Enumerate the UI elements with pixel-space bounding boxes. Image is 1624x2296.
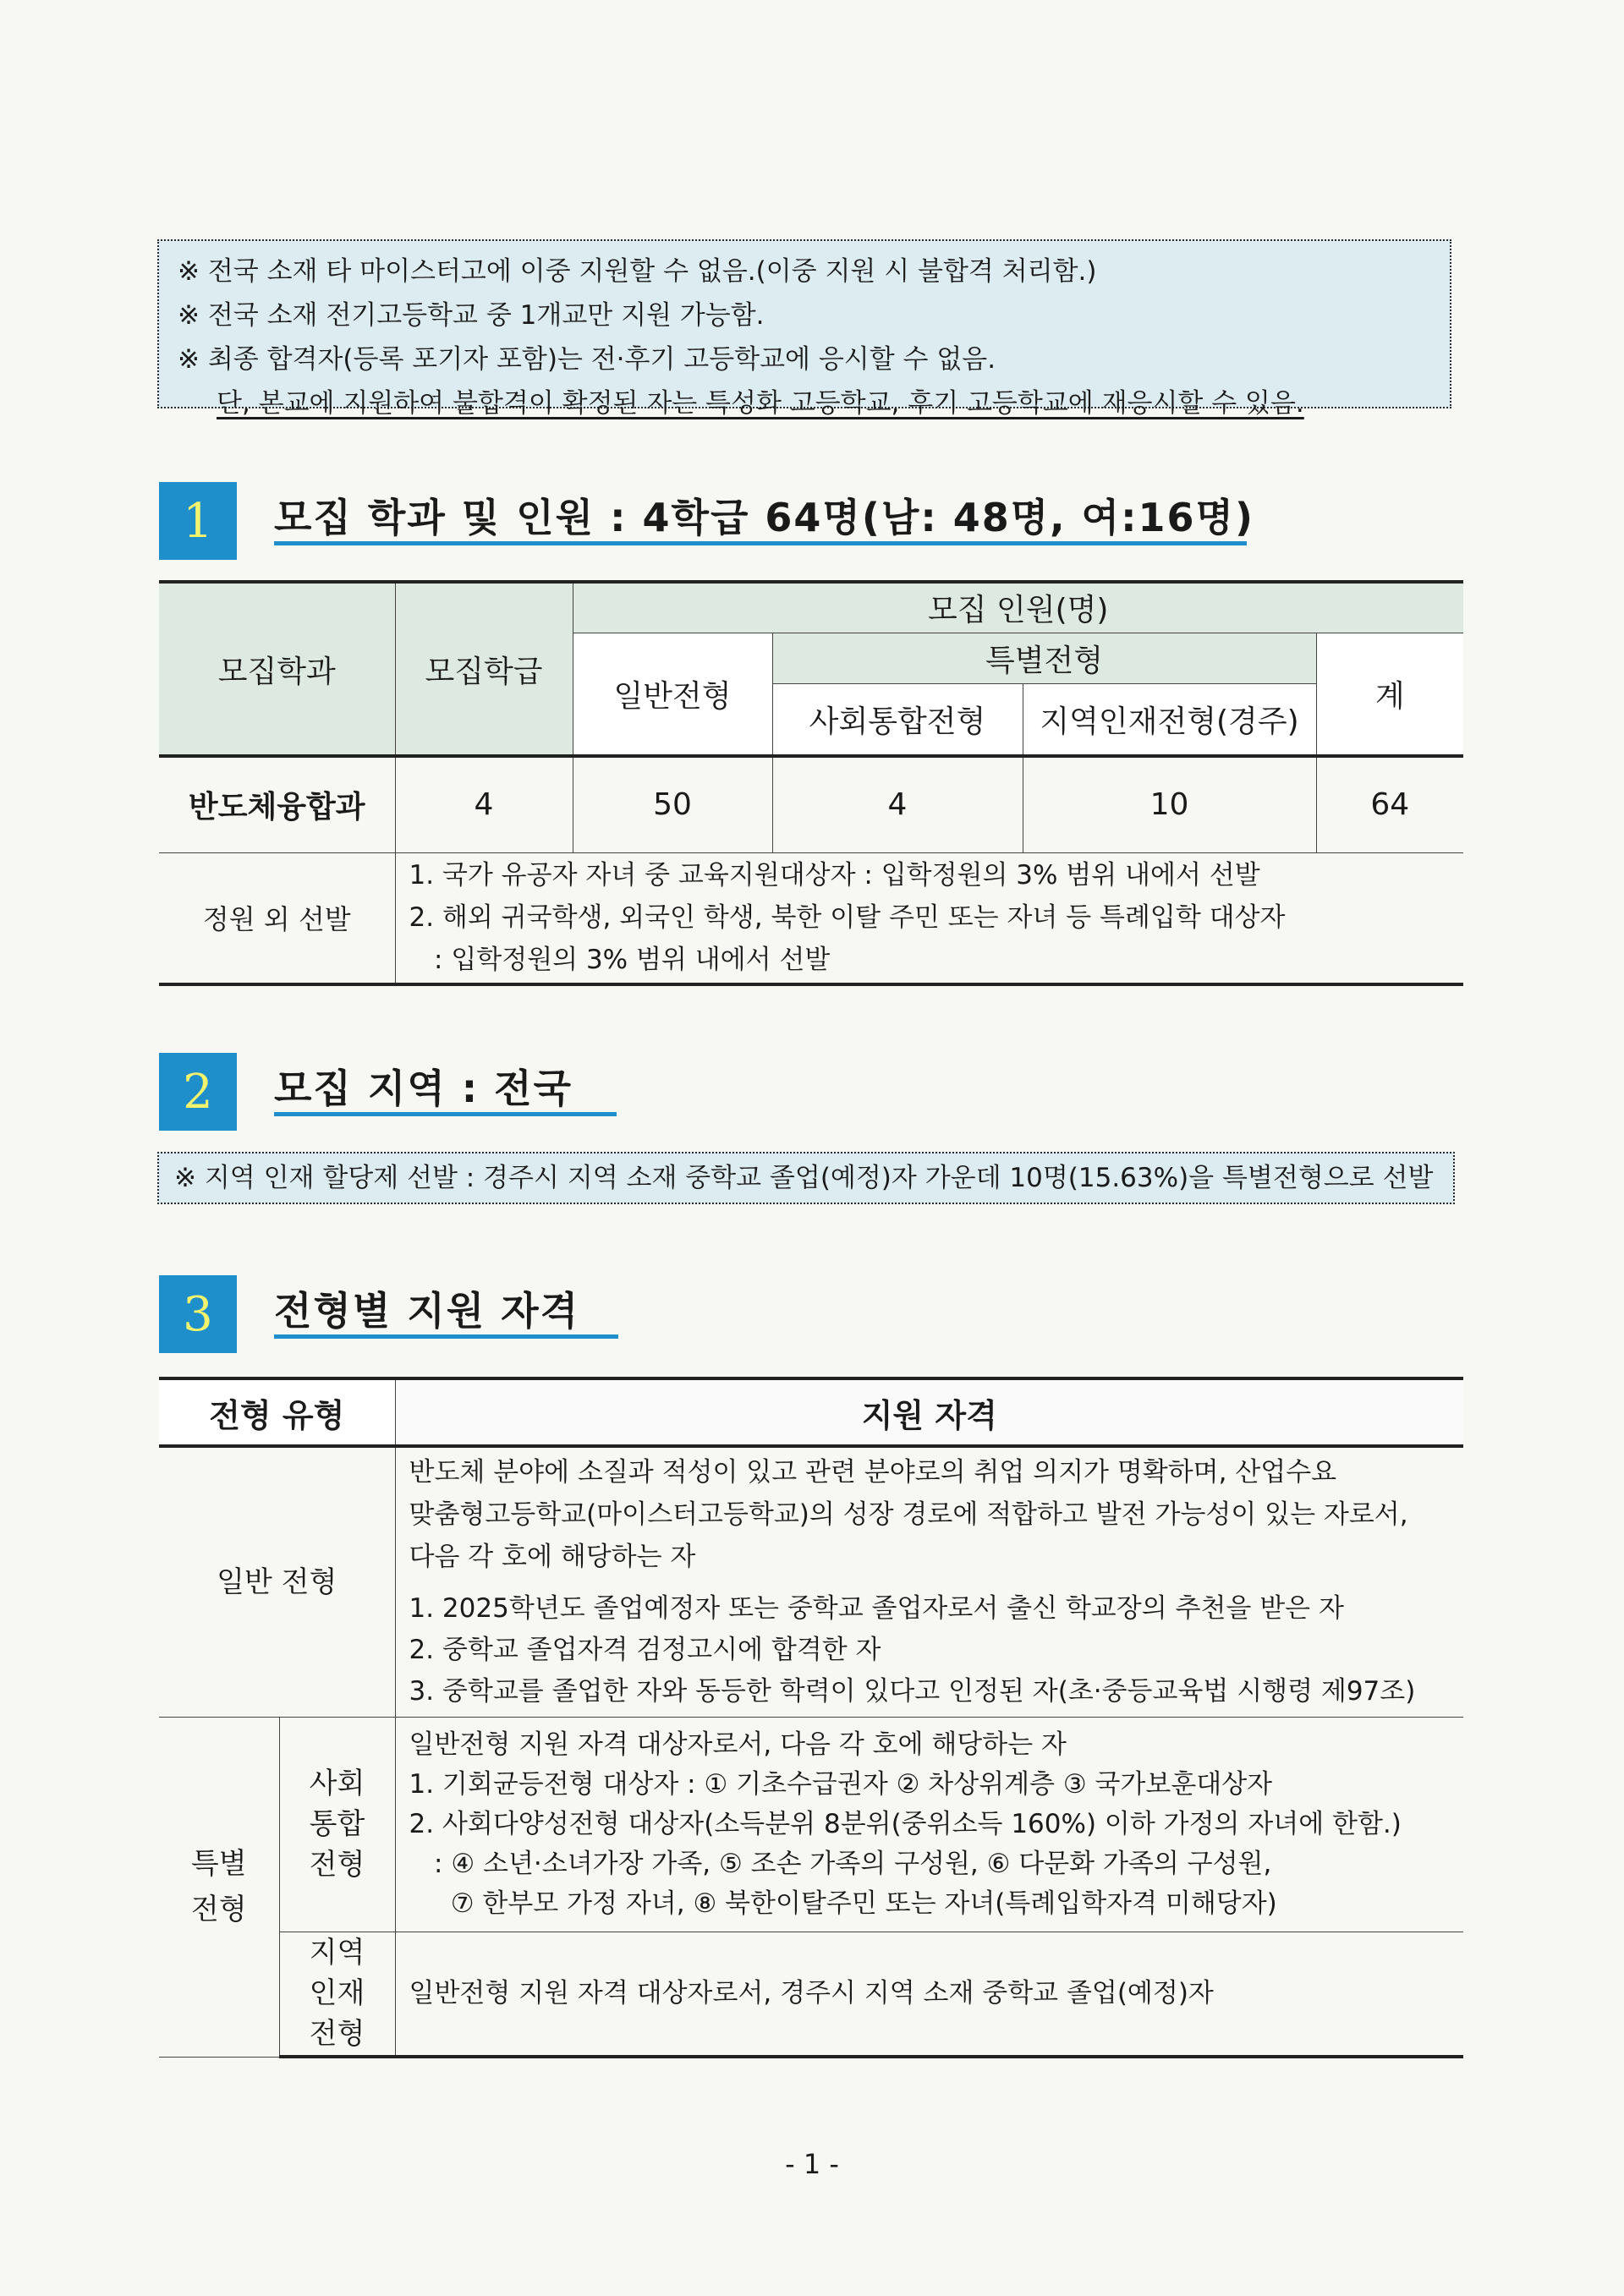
section-underline (274, 1334, 618, 1339)
general-item-1: 1. 2025학년도 졸업예정자 또는 중학교 졸업자로서 출신 학교장의 추천을 받은 자 (409, 1593, 1344, 1625)
section-2-header (159, 1053, 751, 1131)
extra-list (395, 852, 1463, 984)
table-row-social (159, 1717, 1463, 1932)
general-intro-line-3: 다음 각 호에 해당하는 자 (409, 1542, 696, 1573)
section-title: 전형별 지원 자격 (274, 1288, 580, 1334)
cell-total: 64 (1316, 756, 1463, 852)
general-content (395, 1446, 1463, 1717)
extra-line-3: : 입학정원의 3% 범위 내에서 선발 (409, 945, 831, 976)
regional-label-line-2: 인재 (309, 1976, 365, 2011)
header-qualification: 지원 자격 (395, 1378, 1463, 1446)
general-intro (409, 1451, 1464, 1578)
social-label (279, 1717, 395, 1932)
table-row (159, 756, 1463, 852)
header-regional: 지역인재전형(경주) (1023, 683, 1316, 756)
cell-classes: 4 (395, 756, 573, 852)
header-type: 전형 유형 (159, 1378, 395, 1446)
table-row-regional (159, 1932, 1463, 2057)
social-label-line-1: 사회 (309, 1767, 365, 1800)
notice-line-2: ※ 전국 소재 전기고등학교 중 1개교만 지원 가능함. (178, 300, 765, 331)
social-line-3: 2. 사회다양성전형 대상자(소득분위 8분위(중위소득 160%) 이하 가정의 자녀에 한함.) (409, 1808, 1402, 1839)
table-row-extra (159, 852, 1463, 984)
section-underline (274, 541, 1247, 545)
header-dept: 모집학과 (159, 582, 395, 756)
qualification-table (159, 1377, 1463, 2058)
header-general: 일반전형 (573, 633, 772, 756)
extra-line-1: 1. 국가 유공자 자녀 중 교육지원대상자 : 입학정원의 3% 범위 내에서 선발 (409, 860, 1260, 891)
section-number-badge: 1 (159, 482, 237, 560)
cell-social: 4 (772, 756, 1023, 852)
table-row-general (159, 1446, 1463, 1717)
regional-label (279, 1932, 395, 2057)
general-label: 일반 전형 (159, 1446, 395, 1717)
header-recruit-count: 모집 인원(명) (573, 582, 1463, 633)
section-underline (274, 1112, 617, 1116)
header-classes: 모집학급 (395, 582, 573, 756)
extra-label: 정원 외 선발 (159, 852, 395, 984)
notice-line-1: ※ 전국 소재 타 마이스터고에 이중 지원할 수 없음.(이중 지원 시 불합격 처리함.) (178, 256, 1097, 287)
general-item-3: 3. 중학교를 졸업한 자와 동등한 학력이 있다고 인정된 자(초·중등교육법 시행령 제97조) (409, 1676, 1416, 1707)
section-3-header (159, 1275, 751, 1353)
header-total: 계 (1316, 633, 1463, 756)
header-special: 특별전형 (772, 633, 1316, 683)
social-label-line-2: 통합 (309, 1807, 365, 1841)
regional-content: 일반전형 지원 자격 대상자로서, 경주시 지역 소재 중학교 졸업(예정)자 (395, 1932, 1463, 2057)
cell-regional: 10 (1023, 756, 1316, 852)
notice-box (157, 239, 1451, 419)
special-label-line-2: 전형 (190, 1893, 247, 1926)
section-number-badge: 2 (159, 1053, 237, 1131)
section-title: 모집 학과 및 인원 : 4학급 64명(남: 48명, 여:16명) (274, 495, 1254, 540)
section-title: 모집 지역 : 전국 (274, 1066, 573, 1111)
social-label-line-3: 전형 (309, 1848, 365, 1882)
cell-general: 50 (573, 756, 772, 852)
social-line-2: 1. 기회균등전형 대상자 : ① 기초수급권자 ② 차상위계층 ③ 국가보훈대상자 (409, 1768, 1273, 1800)
special-label-line-1: 특별 (190, 1847, 247, 1881)
cell-dept: 반도체융합과 (159, 756, 395, 852)
section-1-header (159, 482, 1259, 560)
region-notice-box: ※ 지역 인재 할당제 선발 : 경주시 지역 소재 중학교 졸업(예정)자 가운데 10명(15.63%)을 특별전형으로 선발 (157, 1152, 1455, 1204)
general-intro-line-1: 반도체 분야에 소질과 적성이 있고 관련 분야로의 취업 의지가 명확하며, 산업수요 (409, 1457, 1337, 1488)
page-number: - 1 - (785, 2148, 839, 2180)
regional-label-line-1: 지역 (309, 1936, 365, 1970)
header-social: 사회통합전형 (772, 683, 1023, 756)
social-line-5: ⑦ 한부모 가정 자녀, ⑧ 북한이탈주민 또는 자녀(특례입학자격 미해당자) (409, 1888, 1277, 1919)
social-content (395, 1717, 1463, 1932)
social-line-1: 일반전형 지원 자격 대상자로서, 다음 각 호에 해당하는 자 (409, 1729, 1067, 1760)
section-number-badge: 3 (159, 1275, 237, 1353)
regional-label-line-3: 전형 (309, 2017, 365, 2052)
extra-line-2: 2. 해외 귀국학생, 외국인 학생, 북한 이탈 주민 또는 자녀 등 특례입학 대상자 (409, 902, 1286, 934)
special-label (159, 1717, 279, 2057)
notice-line-3: ※ 최종 합격자(등록 포기자 포함)는 전·후기 고등학교에 응시할 수 없음. (178, 344, 996, 375)
recruitment-table (159, 580, 1463, 986)
general-intro-line-2: 맞춤형고등학교(마이스터고등학교)의 성장 경로에 적합하고 발전 가능성이 있는 자로서, (409, 1499, 1408, 1531)
notice-line-4: 단, 본교에 지원하여 불합격이 확정된 자는 특성화 고등학교, 후기 고등학교에 재응시할 수 있음. (217, 388, 1304, 419)
general-item-2: 2. 중학교 졸업자격 검정고시에 합격한 자 (409, 1635, 881, 1666)
social-line-4: : ④ 소년·소녀가장 가족, ⑤ 조손 가족의 구성원, ⑥ 다문화 가족의 구성원, (409, 1848, 1272, 1879)
